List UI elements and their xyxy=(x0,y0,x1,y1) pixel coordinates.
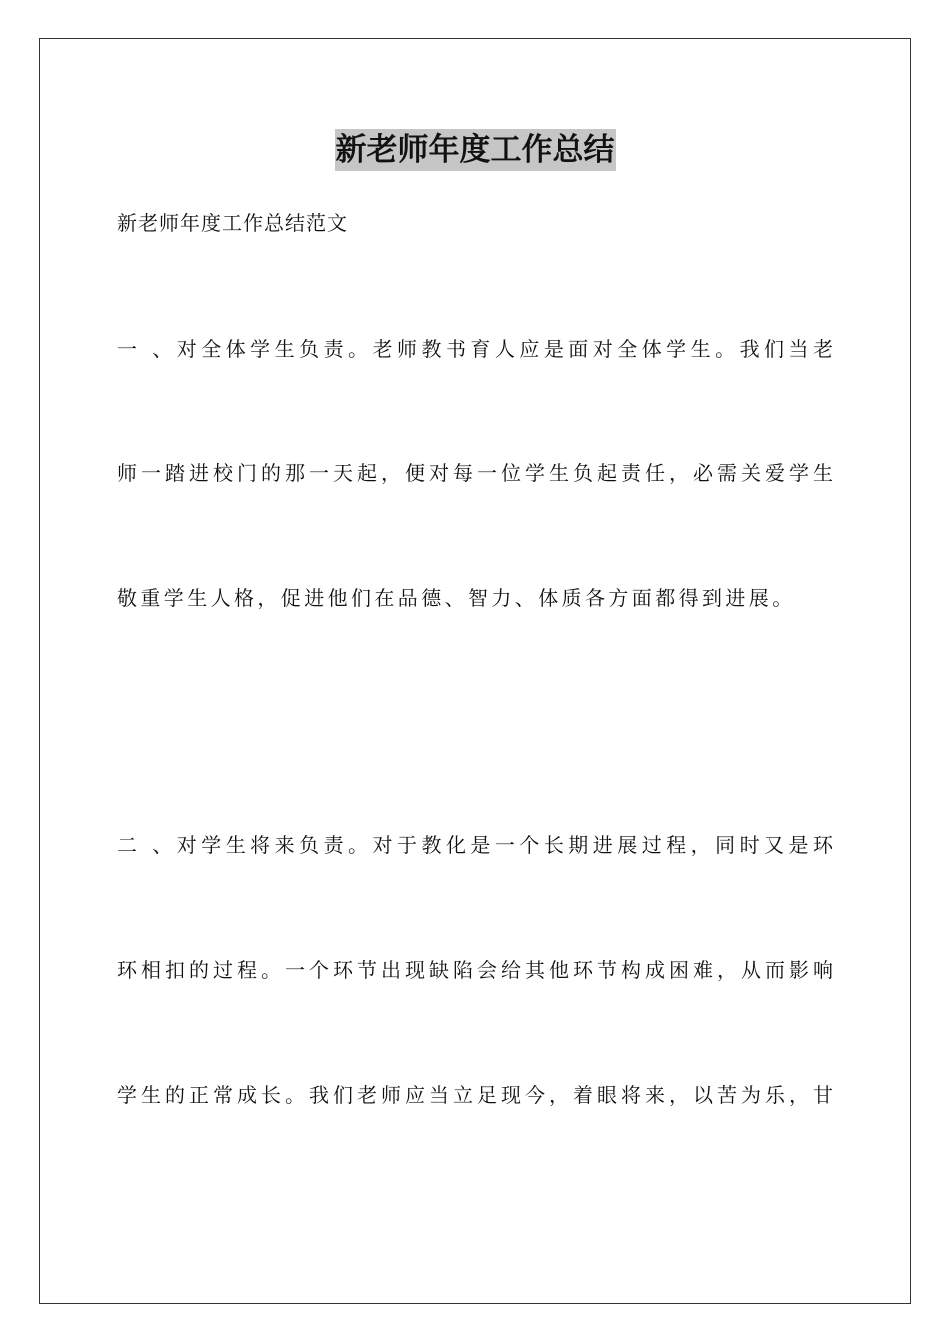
paragraph-1-line-1: 一 、对全体学生负责。老师教书育人应是面对全体学生。我们当老 xyxy=(117,337,833,361)
document-subtitle: 新老师年度工作总结范文 xyxy=(117,211,348,235)
paragraph-1-line-3: 敬重学生人格，促进他们在品德、智力、体质各方面都得到进展。 xyxy=(117,586,796,610)
document-title: 新老师年度工作总结 xyxy=(335,129,616,171)
document-title-wrapper xyxy=(0,126,950,172)
paragraph-2-line-1: 二 、对学生将来负责。对于教化是一个长期进展过程，同时又是环 xyxy=(117,833,833,857)
paragraph-1-line-2: 师一踏进校门的那一天起，便对每一位学生负起责任，必需关爱学生 xyxy=(117,461,833,485)
paragraph-2-line-2: 环相扣的过程。一个环节出现缺陷会给其他环节构成困难，从而影响 xyxy=(117,958,833,982)
paragraph-2-line-3: 学生的正常成长。我们老师应当立足现今，着眼将来，以苦为乐，甘 xyxy=(117,1083,833,1107)
